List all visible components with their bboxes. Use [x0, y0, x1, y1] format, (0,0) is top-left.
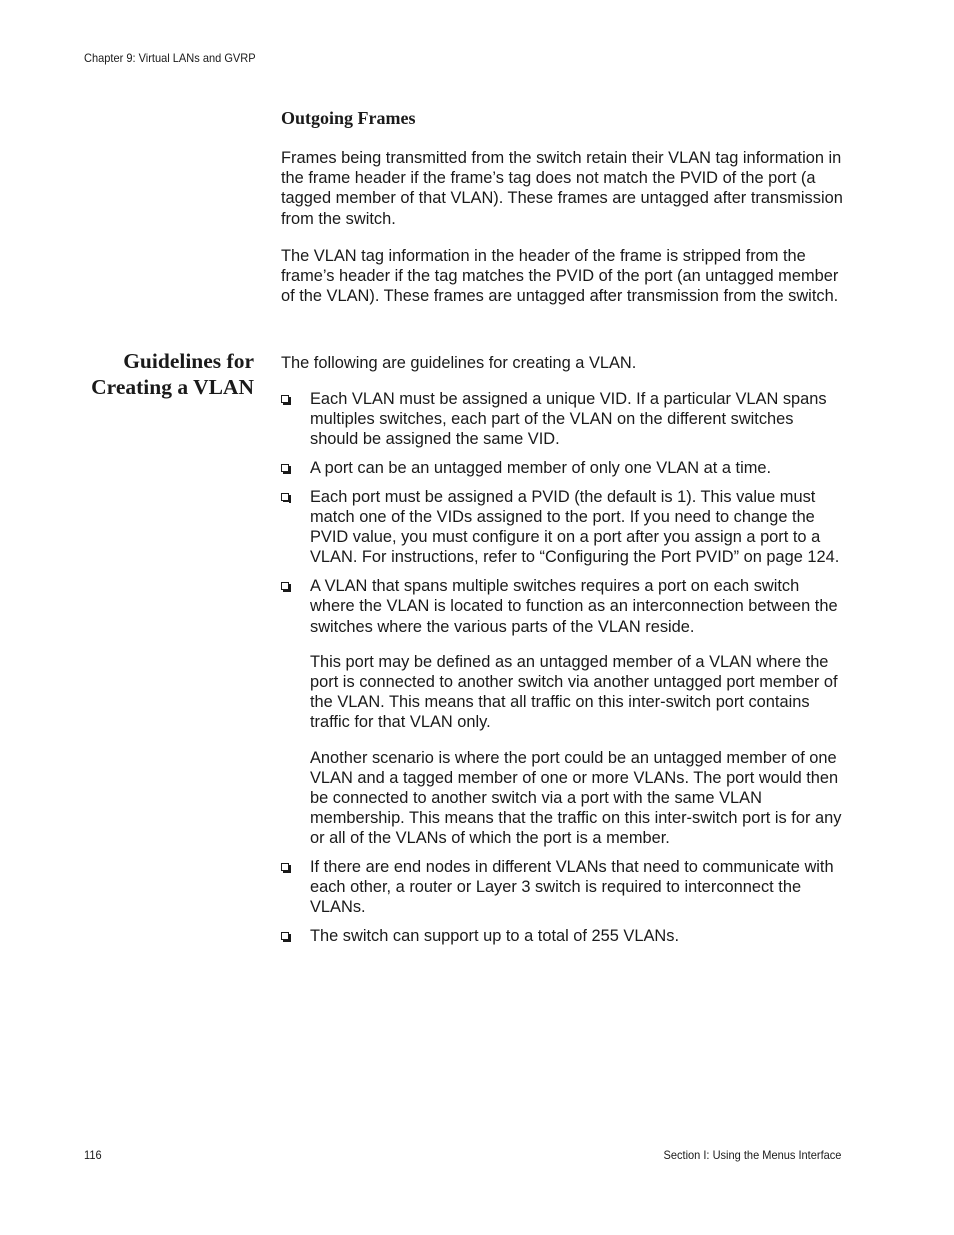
section-heading-line-2: Creating a VLAN: [91, 375, 254, 399]
section-heading-guidelines: [60, 348, 254, 400]
checkbox-icon: [281, 395, 289, 403]
list-item: [281, 926, 843, 946]
list-item: [281, 576, 843, 848]
list-item: [281, 487, 843, 568]
list-item-text: Each VLAN must be assigned a unique VID. If a particular VLAN spans multiples switches, each part of the VLAN on the different switches should be assigned the same VID.: [310, 390, 827, 449]
list-item: [281, 458, 843, 478]
list-item-subparagraph: This port may be defined as an untagged member of a VLAN where the port is connected to another switch via another untagged port member of the VLAN. This means that all traffic on this inter-switch port contains traffic for that VLAN only.: [310, 652, 838, 732]
checkbox-icon: [281, 863, 289, 871]
guidelines-list: [281, 389, 843, 955]
checkbox-icon: [281, 493, 289, 501]
section-heading-line-1: Guidelines for: [123, 349, 254, 373]
list-item-text: Each port must be assigned a PVID (the default is 1). This value must match one of the VIDs assigned to the port. If you need to change the PVID value, you must configure it on a port after you assign a port to a VLAN. For instructions, refer to “Configuring the Port PVID” on page 124.: [310, 487, 840, 567]
checkbox-icon: [281, 464, 289, 472]
list-item-subparagraph: Another scenario is where the port could be an untagged member of one VLAN and a tagged member of one or more VLANs. The port would then be connected to another switch via a port with the same VLAN membership. This means that the traffic on this inter-switch port is for any or all of the VLANs of which the port is a member.: [310, 748, 842, 848]
paragraph-outgoing-1: Frames being transmitted from the switch retain their VLAN tag information in the frame header if the frame’s tag does not match the PVID of the port (a tagged member of that VLAN). These frames are untagged after transmission from the switch.: [281, 149, 843, 228]
checkbox-icon: [281, 932, 289, 940]
list-item-text: A port can be an untagged member of only one VLAN at a time.: [310, 459, 772, 478]
page-number: 116: [84, 1148, 102, 1162]
paragraph-outgoing-2: The VLAN tag information in the header of the frame is stripped from the frame’s header if the tag matches the PVID of the port (an untagged member of the VLAN). These frames are untagged after transmission from the switch.: [281, 247, 839, 306]
running-head: Chapter 9: Virtual LANs and GVRP: [84, 51, 256, 65]
footer-section-title: Section I: Using the Menus Interface: [663, 1148, 841, 1162]
list-item-text: A VLAN that spans multiple switches requires a port on each switch where the VLAN is located to function as an interconnection between the switches where the various parts of the VLAN reside.: [310, 577, 838, 636]
list-item: [281, 389, 843, 450]
subheading-outgoing-frames: Outgoing Frames: [281, 108, 416, 128]
checkbox-icon: [281, 582, 289, 590]
guidelines-intro: The following are guidelines for creating a VLAN.: [281, 354, 637, 372]
list-item: [281, 857, 843, 918]
list-item-text: The switch can support up to a total of 255 VLANs.: [310, 927, 679, 946]
list-item-text: If there are end nodes in different VLANs that need to communicate with each other, a router or Layer 3 switch is required to interconnect the VLANs.: [310, 858, 834, 917]
